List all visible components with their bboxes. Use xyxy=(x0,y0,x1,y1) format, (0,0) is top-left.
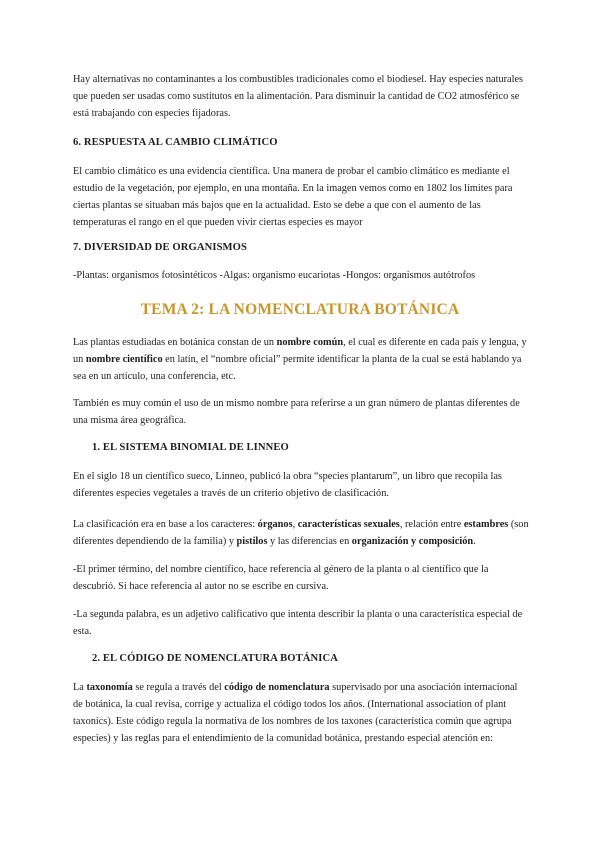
paragraph-alternativas: Hay alternativas no contaminantes a los combustibles tradicionales como el biodiesel. Hay especies naturales que pueden ser usadas como sustitutos en la alimentación. Para disminuir la cantidad de CO2 atmosférico se está trabajando con especies fijadoras. xyxy=(73,74,524,119)
term-estambres: estambres xyxy=(463,519,509,530)
term-nombre-cientifico: nombre científico xyxy=(85,354,163,365)
paragraph-segunda-palabra: -La segunda palabra, es un adjetivo calificativo que intenta describir la planta o una característica especial de esta. xyxy=(73,609,523,637)
paragraph-nombres: Las plantas estudiadas en botánica constan de un nombre común, el cual es diferente en cada país y lengua, y un nombre científico en latín, el “nombre oficial” permite identificar la planta de la cual se está hablando ya sea en un artículo, una conferencia, etc. xyxy=(73,337,527,382)
term-codigo-nomenclatura: código de nomenclatura xyxy=(224,682,330,693)
term-pistilos: pistilos xyxy=(236,536,268,547)
term-caracteristicas-sexuales: características sexuales xyxy=(297,519,400,530)
term-organizacion-composicion: organización y composición xyxy=(351,536,474,547)
subsection-heading-1: 1. EL SISTEMA BINOMIAL DE LINNEO xyxy=(92,442,289,453)
paragraph-linneo: En el siglo 18 un científico sueco, Linneo, publicó la obra “species plantarum”, un libro que recopila las diferentes especies vegetales a través de un criterio objetivo de clasificación. xyxy=(73,471,502,499)
term-taxonomia: taxonomía xyxy=(86,682,133,693)
term-nombre-comun: nombre común xyxy=(276,337,344,348)
paragraph-diversidad: -Plantas: organismos fotosintéticos -Algas: organismo eucariotas -Hongos: organismos autótrofos xyxy=(73,270,476,281)
subsection-heading-2: 2. EL CÓDIGO DE NOMENCLATURA BOTÁNICA xyxy=(92,653,339,664)
paragraph-primer-termino: -El primer término, del nombre científico, hace referencia al género de la planta o al científico que la descubrió. Si hace referencia al autor no se escribe en cursiva. xyxy=(73,564,489,592)
term-organos: órganos xyxy=(257,519,293,530)
tema-title: TEMA 2: LA NOMENCLATURA BOTÁNICA xyxy=(140,301,460,318)
section-heading-6: 6. RESPUESTA AL CAMBIO CLIMÁTICO xyxy=(73,137,278,148)
paragraph-mismo-nombre: También es muy común el uso de un mismo nombre para referirse a un gran número de plantas diferentes de una misma área geográfica. xyxy=(73,398,520,426)
section-heading-7: 7. DIVERSIDAD DE ORGANISMOS xyxy=(73,242,247,253)
paragraph-cambio-climatico: El cambio climático es una evidencia científica. Una manera de probar el cambio climático es mediante el estudio de la vegetación, por ejemplo, en una montaña. En la imagen vemos como en 1802 los límites para ciertas plantas se situaban más bajos que en la actualidad. Esto se debe a que con el aumento de las temperaturas el rango en el que pueden vivir ciertas especies es mayor xyxy=(73,166,513,228)
paragraph-codigo: La taxonomía se regula a través del código de nomenclatura supervisado por una asociación internacional de botánica, la cual revisa, corrige y actualiza el código todos los años. (International association of plant taxonics). Este código regula la normativa de los nombres de los taxones (característica común que agrupa especies) y las reglas para el entendimiento de la comunidad botánica, prestando especial atención en: xyxy=(73,682,518,744)
paragraph-clasificacion: La clasificación era en base a los caracteres: órganos, características sexuales, relación entre estambres (son diferentes dependiendo de la familia) y pistilos y las diferencias en organización y composición. xyxy=(73,519,529,547)
